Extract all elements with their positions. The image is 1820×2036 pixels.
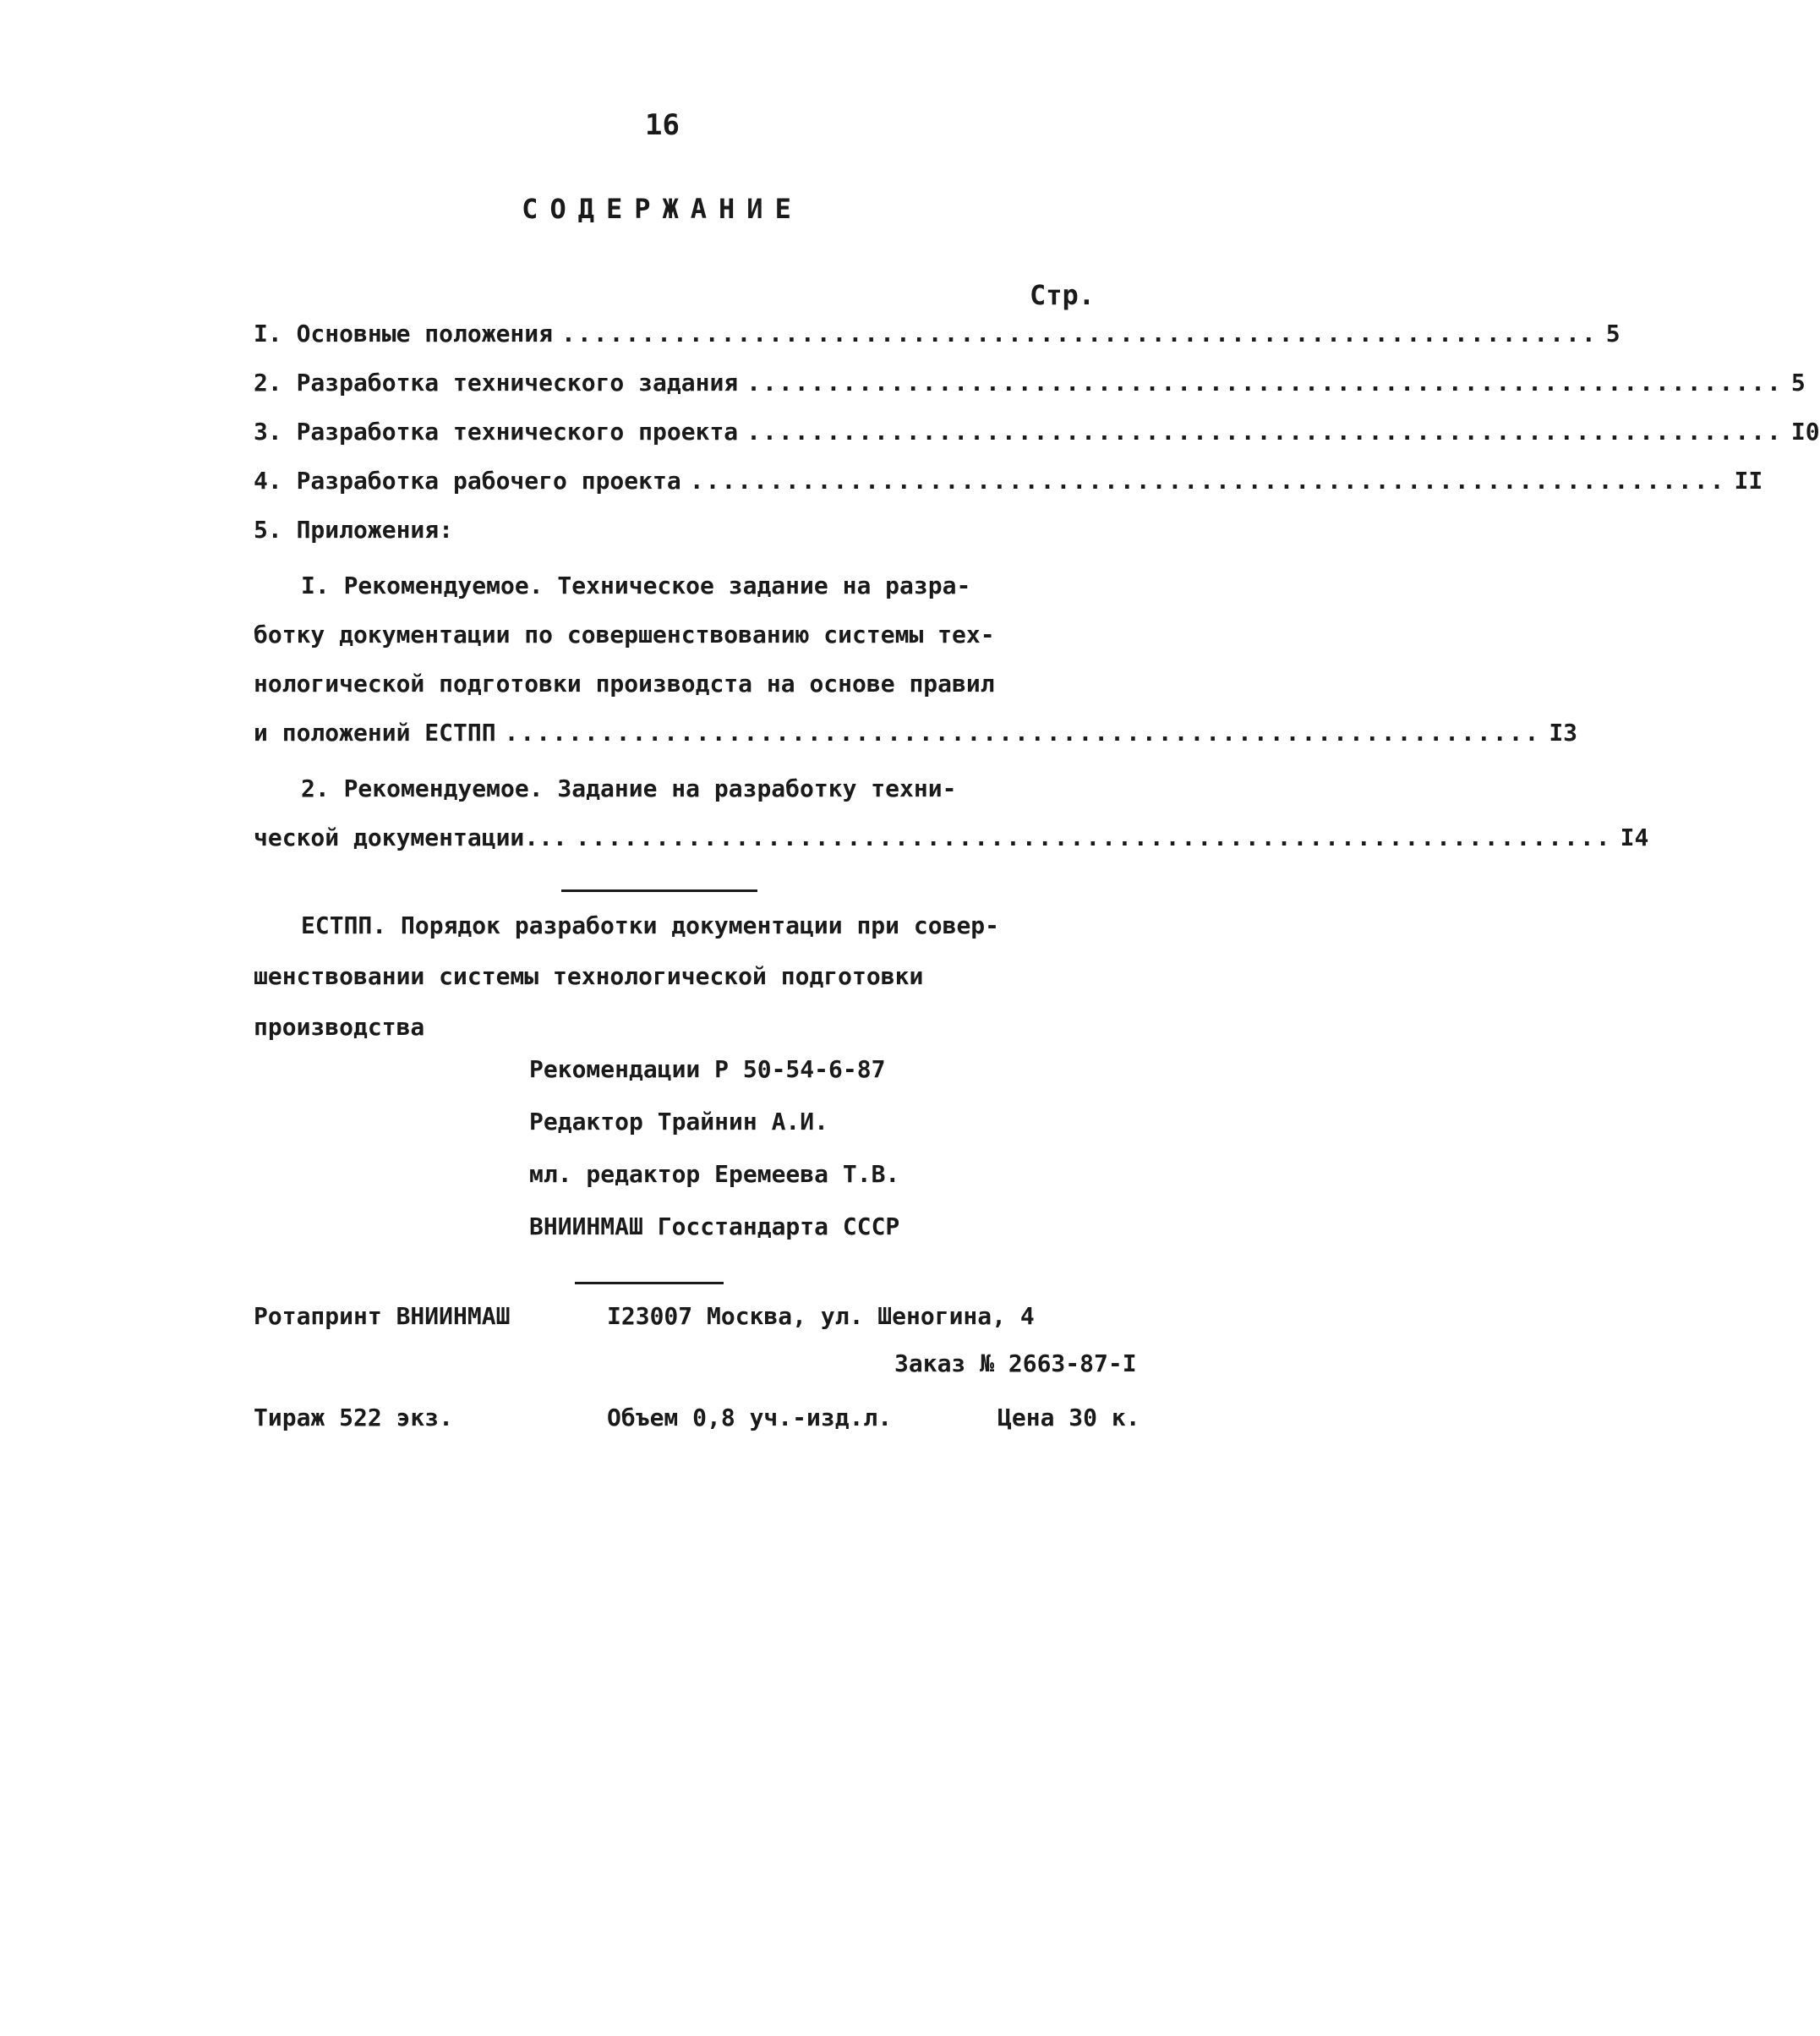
toc-entry-page: I0 (1790, 418, 1820, 446)
toc-entry-page: I3 (1549, 719, 1578, 747)
toc-entry-title: 3. Разработка технического проекта (254, 418, 739, 446)
price: Цена 30 к. (997, 1404, 1140, 1431)
appendix-1-line: ботку документации по совершенствованию системы тех- (254, 621, 995, 649)
colophon-line: шенствовании системы технологической подготовки (254, 962, 924, 990)
appendix-1-line: I. Рекомендуемое. Техническое задание на разра- (301, 572, 971, 599)
toc-leader-dots: ................................................................. (746, 418, 1783, 446)
appendix-2-line: ческой документации... (254, 824, 567, 851)
toc-leader-dots: ................................................................. (504, 719, 1541, 747)
printer-name: Ротапринт ВНИИНМАШ (254, 1302, 511, 1330)
printer-address: I23007 Москва, ул. Шеногина, 4 (607, 1302, 1035, 1330)
page-number: 16 (645, 108, 680, 142)
print-run: Тираж 522 экз. (254, 1404, 454, 1431)
appendix-1-line: и положений ЕСТПП (254, 719, 496, 747)
toc-leader-dots: ................................................................. (746, 369, 1783, 397)
toc-leader-dots: ................................................................. (575, 824, 1612, 851)
colophon-line: ЕСТПП. Порядок разработки документации при совер- (301, 911, 1000, 939)
table-of-contents (254, 320, 1820, 873)
toc-entry[interactable] (254, 369, 1806, 418)
appendix-2-line: 2. Рекомендуемое. Задание на разработку техни- (301, 774, 957, 802)
junior-editor-name: мл. редактор Еремеева Т.В. (529, 1160, 900, 1188)
section-divider (561, 889, 757, 892)
toc-entry-page: II (1734, 467, 1763, 495)
toc-entry-page: 5 (1605, 320, 1621, 348)
contents-title: СОДЕРЖАНИЕ (522, 193, 803, 225)
toc-entry-title: I. Основные положения (254, 320, 554, 348)
publication-volume: Объем 0,8 уч.-изд.л. (607, 1404, 893, 1431)
credits-block (529, 1055, 899, 1265)
publisher-name: ВНИИНМАШ Госстандарта СССР (529, 1212, 900, 1240)
toc-entry-title: 2. Разработка технического задания (254, 369, 739, 397)
appendix-1-line: нологической подготовки производста на основе правил (254, 670, 995, 698)
toc-entry[interactable] (254, 418, 1820, 467)
toc-leader-dots: ................................................................. (561, 320, 1598, 348)
page-column-label: Стр. (1030, 279, 1096, 311)
editor-name: Редактор Трайнин А.И. (529, 1108, 829, 1136)
colophon-title (254, 911, 1116, 1064)
toc-appendix-1[interactable] (254, 572, 1578, 768)
toc-entry-title: 4. Разработка рабочего проекта (254, 467, 681, 495)
toc-appendices-heading: 5. Приложения: (254, 516, 454, 544)
toc-entry[interactable] (254, 320, 1621, 369)
recommendation-number: Рекомендации Р 50-54-6-87 (529, 1055, 886, 1083)
order-number: Заказ № 2663-87-I (894, 1349, 1137, 1377)
toc-entry-page: I4 (1620, 824, 1649, 851)
toc-leader-dots: ................................................................. (689, 467, 1726, 495)
toc-appendix-2[interactable] (254, 774, 1649, 873)
colophon-line: производства (254, 1013, 425, 1041)
toc-entry-page: 5 (1790, 369, 1806, 397)
toc-entry[interactable] (254, 467, 1763, 516)
section-divider (575, 1282, 724, 1284)
